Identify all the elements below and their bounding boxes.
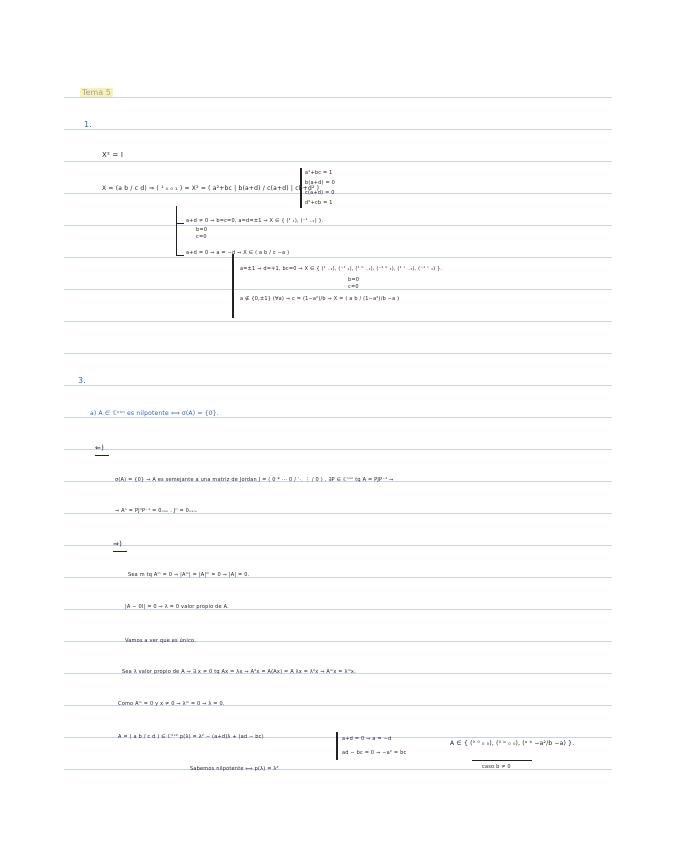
proof-line-9: Sabemos nilpotente ⟺ p(λ) = λ² bbox=[190, 766, 279, 772]
ruled-line bbox=[64, 417, 612, 418]
system-eq: d²+cb = 1 bbox=[305, 200, 333, 206]
ruled-line bbox=[64, 257, 612, 258]
part-a-statement: a) A ∈ ℂⁿˣⁿ es nilpotente ⟺ σ(A) = {0}. bbox=[90, 410, 219, 417]
x-definition: X = (a b / c d) ⇒ ( ¹ ₀ ₀ ₁ ) = X² = ( a²+bc | b(a+d) / c(a+d) | cb+d² ) bbox=[102, 185, 320, 192]
case-1-sub: c=0 bbox=[196, 234, 207, 240]
ruled-line bbox=[64, 449, 612, 450]
proof-line-2: ⇒ Aⁿ = PJⁿP⁻¹ = 0ₙₓₙ . Jⁿ = 0ₙₓₙ. bbox=[115, 508, 198, 514]
case-2a: a=±1 ⇒ d=∓1, bc=0 ⇒ X ∈ { (¹ ₋₁), (⁻¹ ₁), (¹ ᵇ ₋₁), (⁻¹ ᵇ ₁), (¹ ᶜ ₋₁), (⁻¹ ᶜ ₁) }. bbox=[240, 266, 443, 272]
ruled-line bbox=[64, 289, 612, 290]
system-2 bbox=[342, 732, 406, 760]
direction-underline bbox=[113, 551, 127, 552]
proof-line-4: |A − 0I| = 0 ⇒ λ = 0 valor propio de A. bbox=[125, 604, 229, 610]
system-eq: a²+bc = 1 bbox=[305, 170, 333, 176]
proof-line-6: Sea λ valor propio de A ⇒ ∃ x ≠ 0 tq Ax = λx ⇒ A²x = A(Ax) = A λx = λ²x ⇒ Aᵐx = λᵐx. bbox=[122, 669, 356, 675]
case-note: caso b ≠ 0 bbox=[482, 764, 511, 770]
system-eq: a+d = 0 ⇒ a = −d bbox=[342, 736, 392, 742]
case-branch bbox=[176, 255, 184, 256]
ruled-line bbox=[64, 769, 612, 770]
system-1 bbox=[305, 168, 335, 208]
proof-line-7: Como Aᵐ = 0 y x ≠ 0 ⇒ λᵐ = 0 ⇒ λ = 0. bbox=[118, 701, 225, 707]
ruled-line bbox=[64, 193, 612, 194]
proof-line-3: Sea m tq Aᵐ = 0 ⇒ |Aᵐ| = |A|ᵐ = 0 ⇒ |A| = 0. bbox=[128, 572, 250, 578]
case-2: a+d = 0 ⇒ a = −d ⇒ X ∈ ( a b / c −a ) bbox=[186, 250, 290, 256]
case-2b: a ∉ {0,±1} (∀a) ⇒ c = (1−a²)/b ⇒ X = ( a b / (1−a²)/b −a ) bbox=[240, 296, 400, 302]
system-eq: c(a+d) = 0 bbox=[305, 190, 335, 196]
result-set: A ∈ { (⁰ ⁰ ₀ ₀), (⁰ ᵇ ₀ ₀), (ᵃ ᵇ −a²/b −a) }. bbox=[450, 740, 575, 747]
case-tree-line bbox=[176, 206, 177, 256]
case-2a-sub: c=0 bbox=[348, 284, 359, 290]
case-branch bbox=[176, 223, 184, 224]
ruled-line bbox=[64, 321, 612, 322]
proof-line-8: A = ( a b / c d ) ∈ ℂ²ˣ² p(λ) = λ² − (a+d)λ + (ad − bc) bbox=[118, 734, 264, 740]
case-1: a+d ≠ 0 ⇒ b=c=0, a=d=±1 ⇒ X ∈ { (¹ ₁), (⁻¹ ₋₁) }. bbox=[186, 218, 324, 224]
case-2-brace bbox=[232, 254, 234, 318]
problem-3-number: 3. bbox=[78, 376, 87, 385]
ruled-line bbox=[64, 353, 612, 354]
system-2-brace bbox=[336, 732, 338, 760]
ruled-line bbox=[64, 385, 612, 386]
equation-x-squared: X² = I bbox=[102, 151, 124, 159]
direction-right: ⇒) bbox=[113, 540, 122, 548]
case-1-sub: b=0 bbox=[196, 227, 208, 233]
ruled-line bbox=[64, 545, 612, 546]
system-eq: ad − bc = 0 ⇒ −a² = bc bbox=[342, 750, 407, 756]
system-eq: b(a+d) = 0 bbox=[305, 180, 336, 186]
system-brace bbox=[300, 168, 302, 208]
case-2a-sub: b=0 bbox=[348, 277, 360, 283]
proof-line-5: Vamos a ver que es único. bbox=[125, 638, 196, 644]
ruled-line bbox=[64, 129, 612, 130]
ruled-line bbox=[64, 225, 612, 226]
ruled-line bbox=[64, 161, 612, 162]
problem-1-number: 1. bbox=[84, 120, 93, 129]
result-underline bbox=[472, 760, 532, 761]
ruled-line bbox=[64, 97, 612, 98]
proof-line-1: σ(A) = {0} ⇒ A es semejante a una matriz de Jordan J = ( 0 * ··· 0 / ⋱ ⋮ / 0 ) . ∃P ∈ ℂⁿˣⁿ tq A = PJP⁻¹ ⇒ bbox=[115, 477, 394, 483]
direction-underline bbox=[95, 455, 109, 456]
page-title: Tema 5 bbox=[82, 88, 111, 97]
direction-left: ⇐) bbox=[95, 444, 104, 452]
